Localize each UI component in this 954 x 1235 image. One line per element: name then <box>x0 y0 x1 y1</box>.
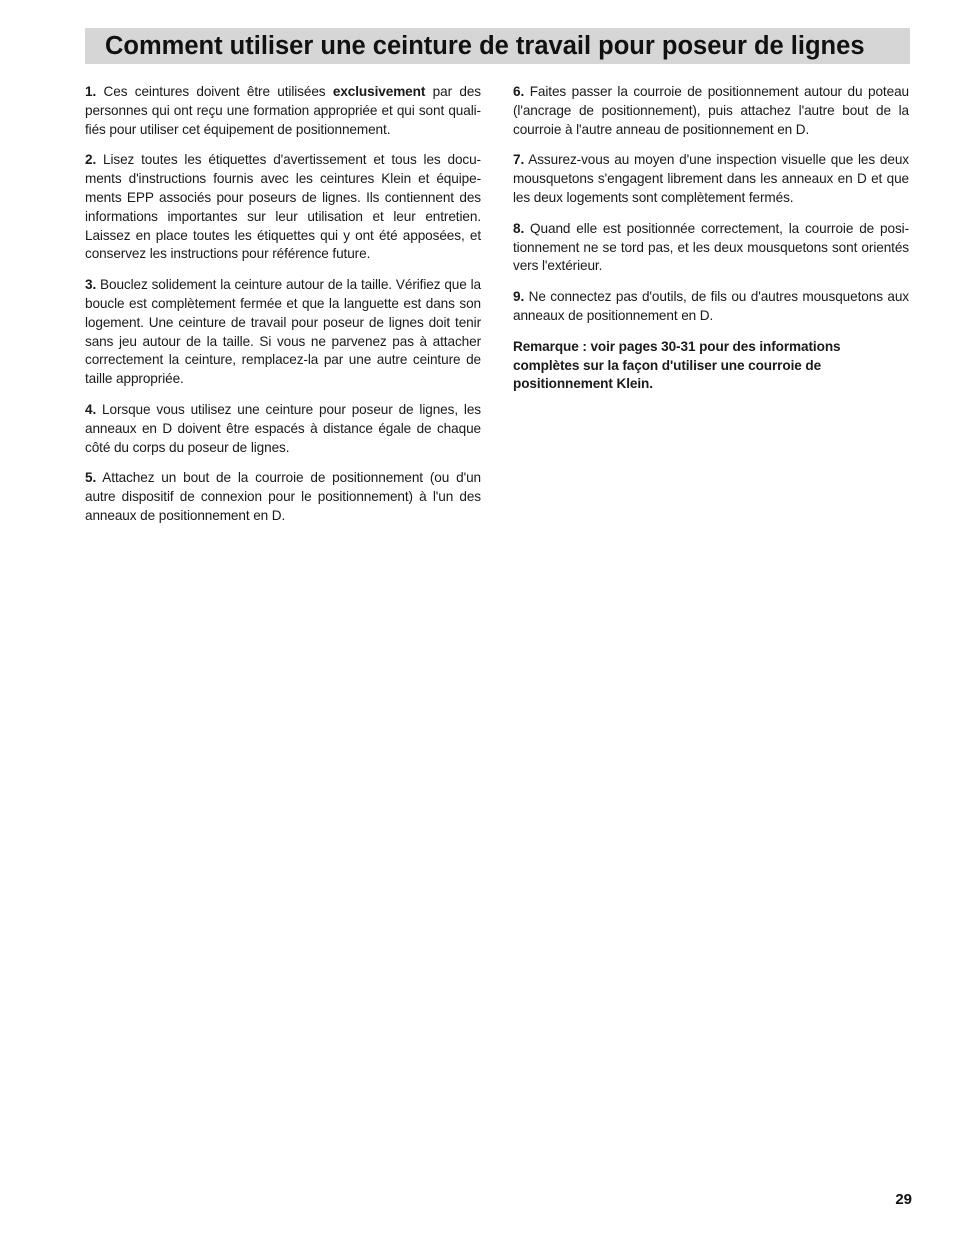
instruction-number: 5. <box>85 470 97 486</box>
remark-note: Remarque : voir pages 30-31 pour des informations complètes sur la façon d'utiliser une courroie de positionnement Klein. <box>513 338 841 392</box>
instruction-text: Lisez toutes les étiquettes d'avertissement et tous les docu-ments d'instructions fournis avec les ceintures Klein et équipe-ments EPP associés pour poseurs de lignes. Ils contiennent des informations importantes sur leur utilisation et leur entretien. Laissez en place toutes les étiquettes qui y ont été apposées, et conservez les instructions pour référence future. <box>85 152 481 262</box>
left-column <box>85 83 481 538</box>
instruction-number: 7. <box>513 152 525 168</box>
instruction-7 <box>513 151 909 207</box>
instruction-number: 9. <box>513 289 525 305</box>
instruction-number: 1. <box>85 84 97 99</box>
instruction-text: Quand elle est positionnée correctement, la courroie de posi-tionnement ne se tord pas, et les deux mousquetons sont orientés vers l'extérieur. <box>513 220 909 274</box>
instruction-number: 3. <box>85 277 97 293</box>
right-column <box>513 83 909 394</box>
instruction-text: Attachez un bout de la courroie de positionnement (ou d'un autre dispositif de connexion pour le positionnement) à l'un des anneaux de positionnement en D. <box>85 470 481 523</box>
title-bar <box>85 28 910 64</box>
page-number: 29 <box>895 1191 912 1208</box>
instruction-text: Ces ceintures doivent être utilisées <box>103 84 333 99</box>
instruction-number: 4. <box>85 401 97 417</box>
instruction-number: 6. <box>513 84 525 99</box>
instruction-3 <box>85 276 481 389</box>
instruction-1 <box>85 83 481 139</box>
instruction-text: Bouclez solidement la ceinture autour de la taille. Vérifiez que la boucle est complètement fermée et que la languette est dans son logement. Une ceinture de travail pour poseur de lignes doit tenir sans jeu autour de la taille. Si vous ne parvenez pas à attacher correctement la ceinture, remplacez-la par une autre ceinture de taille appropriée. <box>85 277 481 387</box>
instruction-9 <box>513 288 909 326</box>
instruction-4 <box>85 401 481 457</box>
instruction-text: par des personnes qui ont reçu une formation appropriée et qui sont quali-fiés pour utiliser cet équipement de positionnement. <box>85 84 481 137</box>
instruction-text: Lorsque vous utilisez une ceinture pour poseur de lignes, les anneaux en D doivent être espacés à distance égale de chaque côté du corps du poseur de lignes. <box>85 401 481 455</box>
instruction-8 <box>513 220 909 276</box>
instruction-text: Faites passer la courroie de positionnement autour du poteau (l'ancrage de positionnement), puis attachez l'autre bout de la courroie à l'autre anneau de positionnement en D. <box>513 84 909 137</box>
instruction-number: 8. <box>513 220 525 236</box>
instruction-text: Ne connectez pas d'outils, de fils ou d'autres mousquetons aux anneaux de positionnement en D. <box>513 289 909 323</box>
page-title: Comment utiliser une ceinture de travail pour poseur de lignes <box>105 32 865 60</box>
emphasis-text: exclusivement <box>332 84 426 99</box>
instruction-number: 2. <box>85 152 97 168</box>
instruction-2 <box>85 151 481 264</box>
instruction-5 <box>85 469 481 525</box>
instruction-6 <box>513 83 909 139</box>
instruction-text: Assurez-vous au moyen d'une inspection visuelle que les deux mousquetons s'engagent librement dans les anneaux en D et que les deux logements sont complètement fermés. <box>513 152 909 205</box>
